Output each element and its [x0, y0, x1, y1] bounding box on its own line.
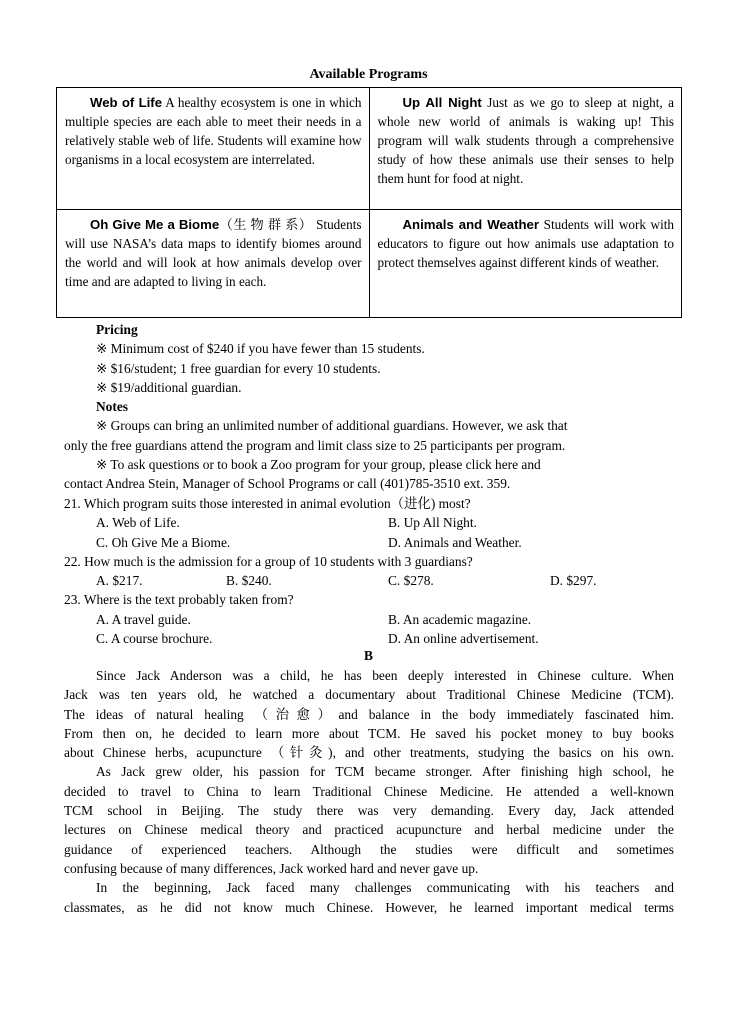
notes-line: ※ To ask questions or to book a Zoo program for your group, please click here and [96, 457, 541, 473]
passage-line: TCM school in Beijing. The study there was very demanding. Every day, Jack attended [64, 803, 674, 819]
question-stem: 21. Which program suits those interested in animal evolution（进化) most? [64, 496, 471, 511]
pricing-item: ※ $19/additional guardian. [96, 379, 242, 395]
option-c: C. A course brochure. [96, 631, 213, 647]
program-name: Up All Night [402, 95, 482, 110]
program-name: Animals and Weather [402, 217, 540, 232]
options-row [64, 513, 674, 532]
option-a: A. Web of Life. [96, 515, 180, 531]
program-name: Oh Give Me a Biome [90, 217, 220, 232]
program-desc: Just as we go to sleep at night, a whole new world of animals is waking up! This program will walk students through a comprehensive study of how these animals use their senses to help them hunt for food at night. [377, 95, 674, 186]
option-b: B. $240. [226, 573, 272, 589]
pricing-notes-section [64, 320, 674, 494]
option-b: B. Up All Night. [388, 515, 477, 531]
program-cell-biome [57, 210, 370, 318]
question-stem: 23. Where is the text probably taken from? [64, 592, 294, 608]
pricing-item: ※ Minimum cost of $240 if you have fewer than 15 students. [96, 341, 425, 357]
page-title: Available Programs [309, 67, 428, 82]
passage-line: As Jack grew older, his passion for TCM became stronger. After finishing high school, he [96, 764, 674, 780]
passage-line: Jack was ten years old, he watched a documentary about Traditional Chinese Medicine (TCM). [64, 687, 674, 703]
notes-line: contact Andrea Stein, Manager of School Programs or call (401)785-3510 ext. 359. [64, 476, 511, 492]
passage-line: From then on, he decided to learn more about TCM. He saved his pocket money to buy books [64, 725, 674, 741]
pricing-item: ※ $16/student; 1 free guardian for every 10 students. [96, 360, 381, 376]
program-desc: A healthy ecosystem is one in which multiple species are each able to meet their needs in a relatively stable web of life. Students will examine how organisms in a local ecosystem are interrelated. [65, 95, 362, 167]
passage-line: classmates, as he did not know much Chinese. However, he learned important medical terms [64, 899, 674, 915]
program-cell-up-all-night [369, 88, 682, 210]
passage-line: lectures on Chinese medical theory and practiced acupuncture and herbal medicine under the [64, 822, 674, 838]
notes-line: ※ Groups can bring an unlimited number of additional guardians. However, we ask that [96, 418, 568, 434]
notes-heading: Notes [96, 399, 128, 415]
options-row [64, 533, 674, 552]
programs-table [56, 87, 682, 318]
program-cell-web-of-life [57, 88, 370, 210]
option-c: C. $278. [388, 573, 434, 589]
passage-line: The ideas of natural healing （治愈）and balance in the body immediately fascinated him. [64, 706, 674, 722]
program-desc: Students will work with educators to figure out how animals use adaptation to protect themselves against different kinds of weather. [377, 217, 674, 270]
program-name-chinese: （生 物 群 系） [219, 217, 313, 232]
pricing-heading: Pricing [96, 322, 138, 337]
option-d: D. Animals and Weather. [388, 534, 522, 550]
passage-line: Since Jack Anderson was a child, he has been deeply interested in Chinese culture. When [96, 668, 674, 683]
options-row [64, 610, 674, 629]
option-d: D. An online advertisement. [388, 631, 539, 647]
options-row [64, 571, 674, 590]
passage-line: guidance of experienced teachers. Although the studies were difficult and sometimes [64, 841, 674, 857]
passage-b [64, 666, 674, 917]
notes-line: only the free guardians attend the program and limit class size to 25 participants per program. [64, 437, 566, 453]
option-a: A. A travel guide. [96, 611, 191, 627]
options-row [64, 629, 674, 648]
option-c: C. Oh Give Me a Biome. [96, 534, 231, 550]
passage-line: about Chinese herbs, acupuncture （针灸), and other treatments, studying the basics on his own. [64, 745, 674, 761]
passage-line: confusing because of many differences, Jack worked hard and never gave up. [64, 860, 479, 876]
table-row [57, 88, 682, 210]
program-cell-animals-weather [369, 210, 682, 318]
section-b-label: B [364, 648, 373, 663]
question-stem: 22. How much is the admission for a group of 10 students with 3 guardians? [64, 553, 473, 569]
option-d: D. $297. [550, 573, 597, 589]
program-desc: Students will use NASA’s data maps to identify biomes around the world and will look at how animals develop over time and are adapted to living in each. [65, 217, 362, 289]
table-row [57, 210, 682, 318]
passage-line: decided to travel to China to learn Traditional Chinese Medicine. He attended a well-known [64, 783, 674, 799]
questions-section [64, 494, 674, 648]
passage-line: In the beginning, Jack faced many challenges communicating with his teachers and [96, 880, 674, 896]
option-b: B. An academic magazine. [388, 611, 532, 627]
program-name: Web of Life [90, 95, 163, 110]
option-a: A. $217. [96, 573, 143, 589]
